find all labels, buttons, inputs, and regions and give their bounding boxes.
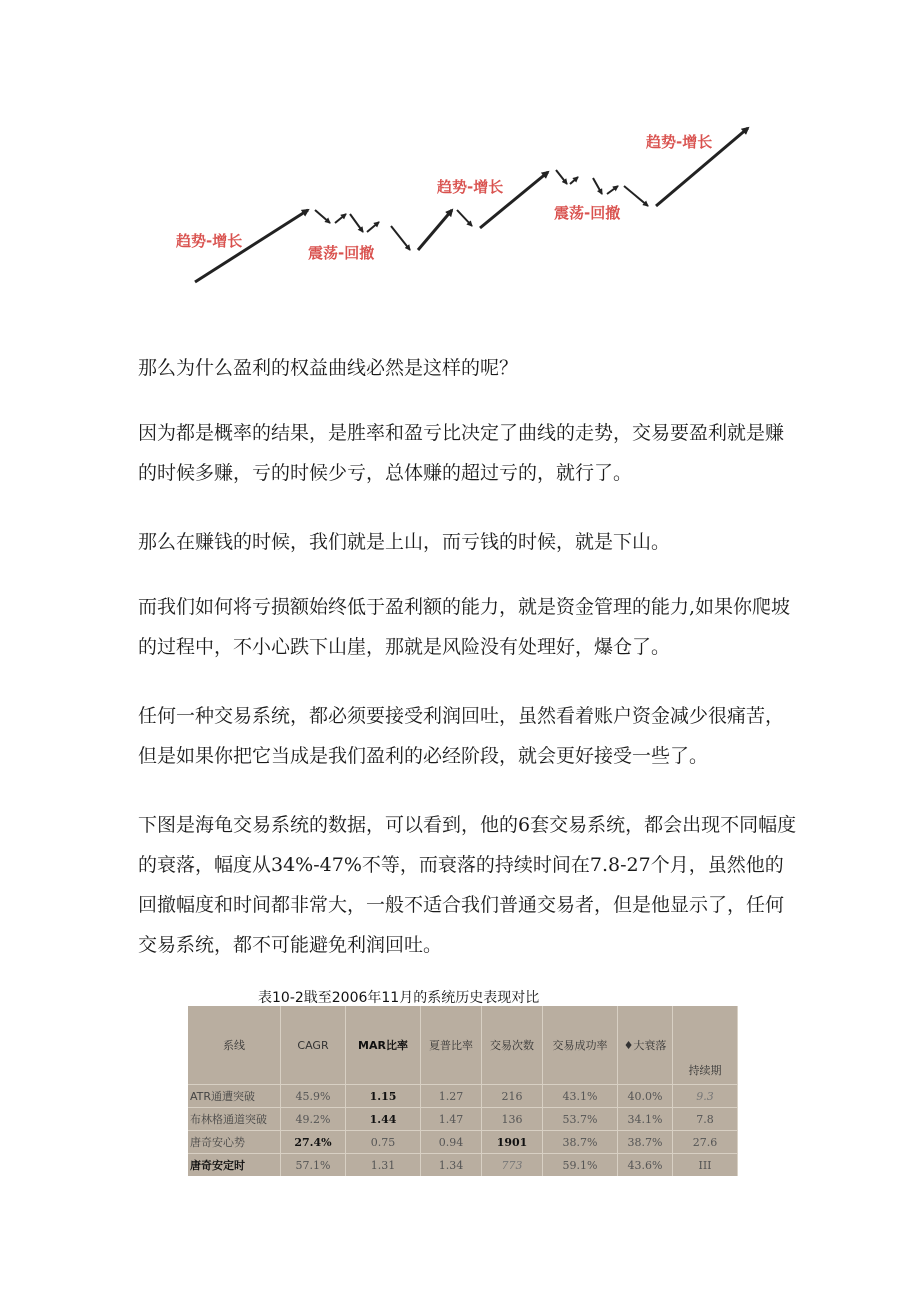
table-caption: 表10-2戢至2006年11月的系统历史表现对比 bbox=[258, 990, 540, 1006]
label-range-2: 震荡-回撤 bbox=[554, 204, 621, 222]
paragraph-mountain: 那么在赚钱的时候，我们就是上山，而亏钱的时候，就是下山。 bbox=[138, 531, 671, 553]
cell-cagr: 57.1% bbox=[281, 1154, 346, 1177]
cell-system: ATR通遭突破 bbox=[188, 1085, 281, 1108]
header-max-drawdown: ♦大衰落 bbox=[618, 1006, 673, 1085]
cell-max-drawdown: 38.7% bbox=[618, 1131, 673, 1154]
paragraph-money-management: 而我们如何将亏损额始终低于盈利额的能力，就是资金管理的能力,如果你爬坡的过程中，不小心跌下山崖，那就是风险没有处理好，爆仓了。 bbox=[138, 596, 791, 658]
header-system: 系线 bbox=[188, 1006, 281, 1085]
pullback-arrow-3b bbox=[570, 177, 578, 184]
cell-max-drawdown: 40.0% bbox=[618, 1085, 673, 1108]
header-cagr: CAGR bbox=[281, 1006, 346, 1085]
pullback-arrow-1d bbox=[367, 222, 379, 232]
label-range-1: 震荡-回撤 bbox=[308, 244, 375, 262]
cell-win-rate: 38.7% bbox=[543, 1131, 618, 1154]
cell-sharpe: 1.34 bbox=[421, 1154, 482, 1177]
table-header-row bbox=[188, 1006, 738, 1085]
pullback-arrow-3d bbox=[607, 186, 618, 194]
equity-curve-arrows bbox=[195, 128, 748, 282]
paragraph-probability: 因为都是概率的结果，是胜率和盈亏比决定了曲线的走势，交易要盈利就是赚的时候多赚，亏的时候少亏，总体赚的超过亏的，就行了。 bbox=[138, 422, 785, 484]
cell-mar: 1.31 bbox=[346, 1154, 421, 1177]
table-row bbox=[188, 1085, 738, 1108]
cell-duration: 27.6 bbox=[673, 1131, 738, 1154]
header-win-rate: 交易成功率 bbox=[543, 1006, 618, 1085]
cell-system: 唐奇安定时 bbox=[188, 1154, 281, 1177]
cell-trades: 136 bbox=[482, 1108, 543, 1131]
cell-trades: 216 bbox=[482, 1085, 543, 1108]
cell-duration: 9.3 bbox=[673, 1085, 738, 1108]
cell-max-drawdown: 43.6% bbox=[618, 1154, 673, 1177]
cell-sharpe: 1.47 bbox=[421, 1108, 482, 1131]
cell-mar: 1.44 bbox=[346, 1108, 421, 1131]
pullback-arrow-1e bbox=[391, 226, 410, 250]
table-row bbox=[188, 1131, 738, 1154]
cell-win-rate: 59.1% bbox=[543, 1154, 618, 1177]
pullback-arrow-1b bbox=[335, 214, 346, 223]
trend-arrow-2 bbox=[418, 210, 452, 250]
cell-duration: III bbox=[673, 1154, 738, 1177]
cell-max-drawdown: 34.1% bbox=[618, 1108, 673, 1131]
cell-win-rate: 43.1% bbox=[543, 1085, 618, 1108]
cell-system: 唐奇安心势 bbox=[188, 1131, 281, 1154]
cell-cagr: 45.9% bbox=[281, 1085, 346, 1108]
label-trend-2: 趋势-增长 bbox=[437, 178, 504, 196]
header-sharpe: 夏普比率 bbox=[421, 1006, 482, 1085]
header-mar: MAR比率 bbox=[346, 1006, 421, 1085]
table-row bbox=[188, 1108, 738, 1131]
pullback-arrow-3c bbox=[593, 178, 602, 194]
paragraph-question: 那么为什么盈利的权益曲线必然是这样的呢？ bbox=[138, 357, 519, 379]
pullback-arrow-2a bbox=[457, 210, 472, 226]
header-duration: 持续期 bbox=[673, 1006, 738, 1085]
table-row bbox=[188, 1154, 738, 1177]
cell-system: 布林格通道突破 bbox=[188, 1108, 281, 1131]
pullback-arrow-3e bbox=[624, 186, 648, 206]
paragraph-drawdown: 任何一种交易系统，都必须要接受利润回吐，虽然看着账户资金减少很痛苦，但是如果你把它当成是我们盈利的必经阶段，就会更好接受一些了。 bbox=[138, 705, 785, 767]
trend-range-diagram bbox=[150, 110, 770, 300]
cell-cagr: 27.4% bbox=[281, 1131, 346, 1154]
paragraph-turtle: 下图是海龟交易系统的数据，可以看到，他的6套交易系统，都会出现不同幅度的衰落，幅度从34%-47%不等，而衰落的持续时间在7.8-27个月，虽然他的回撤幅度和时间都非常大，一般不适合我们普通交易者，但是他显示了，任何交易系统，都不可能避免利润回吐。 bbox=[138, 814, 797, 956]
pullback-arrow-3a bbox=[556, 170, 567, 184]
label-trend-1: 趋势-增长 bbox=[176, 232, 243, 250]
cell-sharpe: 1.27 bbox=[421, 1085, 482, 1108]
cell-win-rate: 53.7% bbox=[543, 1108, 618, 1131]
pullback-arrow-1a bbox=[315, 210, 330, 223]
cell-mar: 0.75 bbox=[346, 1131, 421, 1154]
cell-mar: 1.15 bbox=[346, 1085, 421, 1108]
system-performance-table bbox=[188, 1006, 738, 1176]
header-trades: 交易次数 bbox=[482, 1006, 543, 1085]
cell-trades: 773 bbox=[482, 1154, 543, 1177]
cell-cagr: 49.2% bbox=[281, 1108, 346, 1131]
cell-duration: 7.8 bbox=[673, 1108, 738, 1131]
cell-trades: 1901 bbox=[482, 1131, 543, 1154]
cell-sharpe: 0.94 bbox=[421, 1131, 482, 1154]
pullback-arrow-1c bbox=[350, 214, 363, 232]
label-trend-3: 趋势-增长 bbox=[646, 133, 713, 151]
